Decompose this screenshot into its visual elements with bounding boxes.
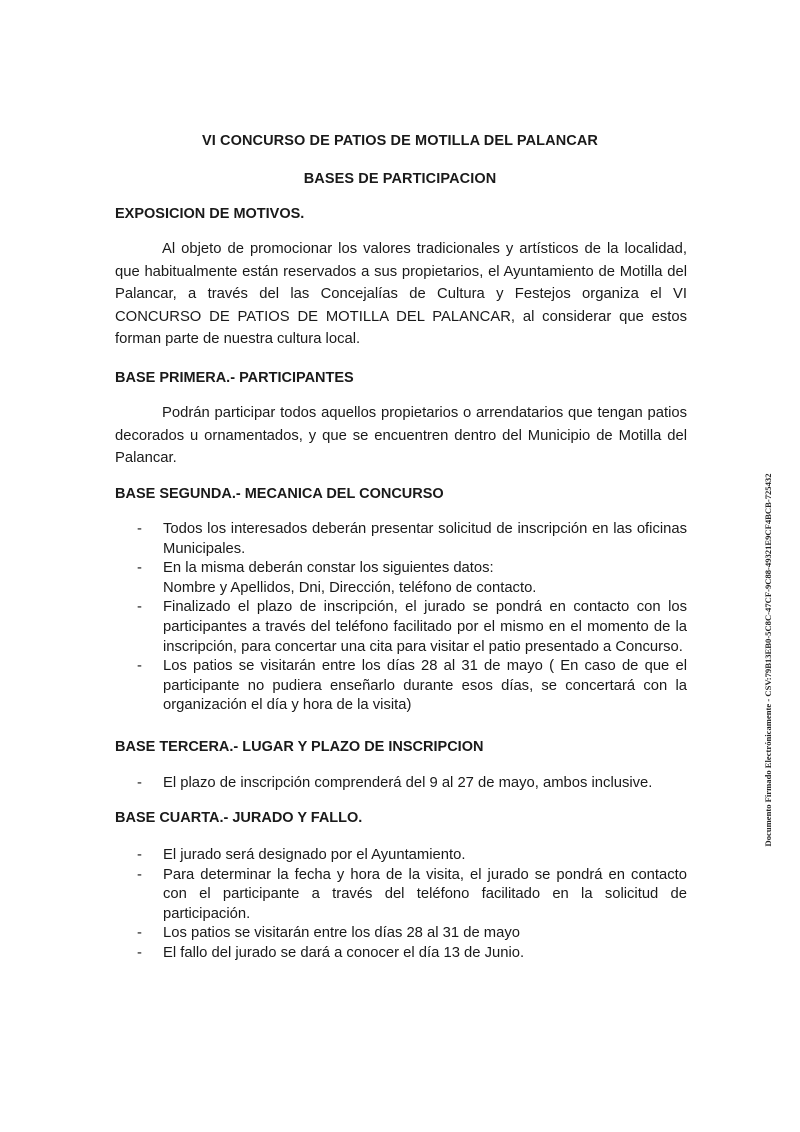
list-item-text: Para determinar la fecha y hora de la visita, el jurado se pondrá en contacto con el participante a través del teléfono facilitado en la solicitud de participación.: [163, 866, 687, 922]
list-item-text: El jurado será designado por el Ayuntamiento.: [163, 847, 466, 863]
bullet-dash: -: [137, 866, 142, 883]
bullet-dash: -: [137, 775, 142, 791]
electronic-signature-strip: [758, 458, 778, 863]
list-base-segunda: [115, 520, 687, 716]
list-item-text: Todos los interesados deberán presentar solicitud de inscripción en las oficinas Municipales.: [163, 521, 687, 557]
document-subtitle: BASES DE PARTICIPACION: [303, 171, 497, 187]
paragraph-text: Podrán participar todos aquellos propietarios o arrendatarios que tengan patios decorados u ornamentados, y que se encuentren dentro del Municipio de Motilla del Palancar.: [115, 405, 687, 466]
paragraph-text: Al objeto de promocionar los valores tradicionales y artísticos de la localidad, que habitualmente están reservados a sus propietarios, el Ayuntamiento de Motilla del Palancar, a través del las Concejalías de Cultura y Festejos organiza el VI CONCURSO DE PATIOS DE MOTILLA DEL PALANCAR, al considerar que estos forman parte de nuestra cultura local.: [115, 241, 687, 347]
section-heading-base-cuarta: BASE CUARTA.- JURADO Y FALLO.: [115, 810, 363, 826]
bullet-dash: -: [137, 599, 142, 616]
section-heading-exposicion: EXPOSICION DE MOTIVOS.: [115, 206, 305, 222]
section-heading-base-tercera: BASE TERCERA.- LUGAR Y PLAZO DE INSCRIPCION: [115, 739, 484, 755]
bullet-dash: -: [137, 847, 142, 863]
list-item-text: Los patios se visitarán entre los días 28 al 31 de mayo ( En caso de que el participante no pudiera enseñarlo durante esos días, se concertará con la organización el día y hora de la visita): [163, 658, 687, 714]
list-item-text: Los patios se visitarán entre los días 28 al 31 de mayo: [163, 925, 520, 942]
list-item: [115, 866, 687, 925]
section-paragraph-base-primera: [115, 402, 687, 470]
electronic-signature-text: Documento Firmado Electrónicamente - CSV:79B13EB0-5C8C-47CF-9C88-49321E9CF4BCB-725432: [763, 473, 773, 847]
section-heading-base-primera: BASE PRIMERA.- PARTICIPANTES: [115, 370, 354, 386]
list-item: [115, 559, 687, 598]
list-item: [115, 846, 687, 866]
list-item: [115, 657, 687, 716]
list-item: [115, 924, 687, 944]
bullet-dash: -: [137, 658, 142, 675]
list-base-tercera: [115, 774, 687, 794]
list-item: [115, 598, 687, 657]
bullet-dash: -: [137, 944, 142, 961]
list-item-text: El fallo del jurado se dará a conocer el día 13 de Junio.: [163, 944, 525, 961]
list-base-cuarta: [115, 846, 687, 964]
bullet-dash: -: [137, 521, 142, 537]
bullet-dash: -: [137, 925, 142, 942]
list-item: [115, 944, 687, 964]
list-item-text: En la misma deberán constar los siguientes datos:: [163, 560, 494, 577]
section-paragraph-exposicion: [115, 238, 687, 351]
list-item-text: El plazo de inscripción comprenderá del 9 al 27 de mayo, ambos inclusive.: [163, 775, 653, 791]
list-item: [115, 774, 687, 794]
section-heading-base-segunda: BASE SEGUNDA.- MECANICA DEL CONCURSO: [115, 486, 444, 502]
document-title: VI CONCURSO DE PATIOS DE MOTILLA DEL PALANCAR: [201, 133, 598, 149]
list-item-continuation: Nombre y Apellidos, Dni, Dirección, teléfono de contacto.: [163, 579, 537, 596]
list-item-text: Finalizado el plazo de inscripción, el jurado se pondrá en contacto con los participantes a través del teléfono facilitado por el mismo en el momento de la inscripción, para concertar una cita para visitar el patio presentado a Concurso.: [163, 599, 687, 655]
bullet-dash: -: [137, 560, 142, 577]
list-item: [115, 520, 687, 559]
